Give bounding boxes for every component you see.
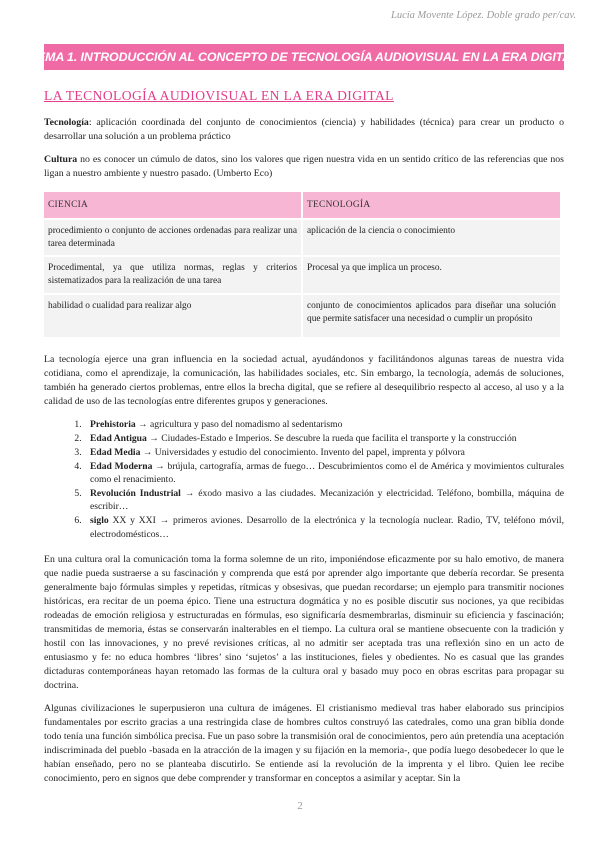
definition-cultura: [44, 153, 564, 181]
history-text: → Ciudades-Estado e Imperios. Se descubre la rueda que facilita el transporte y la construcción: [146, 432, 517, 444]
history-text: → éxodo masivo a las ciudades. Mecanización y electricidad. Teléfono, bombilla, máquina de escribir…: [90, 488, 565, 513]
definition-text: : aplicación coordinada del conjunto de conocimientos (ciencia) y habilidades (técnica) para crear un producto o desarrollar una solución a un problema práctico: [44, 117, 564, 142]
definition-text: no es conocer un cúmulo de datos, sino los valores que rigen nuestra vida en un sentido crítico de las referencias que nos ligan a nuestro ambiente y nuestro pasado. (Umberto Eco): [44, 154, 564, 179]
intro-paragraph: La tecnología ejerce una gran influencia en la sociedad actual, ayudándonos y facilitándonos algunas tareas de nuestra vida cotidiana, como el aprendizaje, la comunicación, las habilidades sociales, etc. Sin embargo, la tecnología, además de soluciones, también ha generado ciertos problemas, entre ellos la brecha digital, que se refiere al desequilibrio respecto al acceso, al uso y a la calidad de uso de las tecnologías entre diferentes grupos y generaciones.: [44, 354, 564, 407]
table-header-row: [44, 192, 560, 218]
chapter-title: TEMA 1. INTRODUCCIÓN AL CONCEPTO DE TECNOLOGÍA AUDIOVISUAL EN LA ERA DIGITAL: [29, 50, 579, 64]
page-number: 2: [297, 800, 303, 812]
history-term: siglo: [90, 515, 109, 527]
table-cell: aplicación de la ciencia o conocimiento: [303, 220, 560, 255]
table-row: [44, 257, 560, 293]
list-item: [84, 446, 564, 459]
table-cell: procedimiento o conjunto de acciones ordenadas para realizar una tarea determinada: [44, 220, 301, 255]
table-cell: conjunto de conocimientos aplicados para diseñar una solución que permite satisfacer una necesidad o cumplir un propósito: [303, 295, 560, 337]
table-header-ciencia: CIENCIA: [44, 192, 301, 218]
list-item: [84, 460, 564, 487]
page-content: [44, 88, 564, 795]
section-title: LA TECNOLOGÍA AUDIOVISUAL EN LA ERA DIGITAL: [44, 88, 394, 103]
history-term: Edad Antigua: [90, 432, 147, 444]
table-row: [44, 220, 560, 255]
list-item: [84, 514, 564, 541]
history-text: → agricultura y paso del nomadismo al sedentarismo: [135, 419, 343, 430]
image-culture-paragraph: Algunas civilizaciones le superpusieron una cultura de imágenes. El cristianismo medieval tras haber elaborado sus principios fundamentales por escrito gracias a una restringida clase de hombres cultos construyó las catedrales, como una gran biblia donde todo tenía una función simbólica precisa. Fue un paso sobre la transmisión oral de conocimientos, pero aún pretendía una aceptación indiscriminada del pueblo -basada en la atracción de la imagen y su fijación en la memoria-, que podía luego desobedecer lo que le habían enseñado, pero no se planteaba discutirlo. Se entiende así la revolución de la imprenta y el libro. Quien lee recibe conocimiento, pero en signos que debe comprender y transformar en conceptos a asimilar y aceptar. Sin la: [44, 703, 564, 785]
ciencia-tecnologia-table: [42, 190, 562, 339]
history-term: Prehistoria: [90, 419, 136, 430]
history-text: → Universidades y estudio del conocimiento. Invento del papel, imprenta y pólvora: [140, 446, 465, 458]
history-term: Edad Moderna: [90, 460, 153, 472]
list-item: [84, 418, 564, 431]
table-header-tecnologia: TECNOLOGÍA: [303, 192, 560, 218]
definition-term: Tecnología: [44, 117, 89, 128]
table-cell: habilidad o cualidad para realizar algo: [44, 295, 301, 337]
definition-tecnologia: [44, 116, 564, 144]
chapter-banner: [29, 44, 579, 70]
history-term: Edad Media: [90, 446, 141, 458]
history-list: [44, 418, 564, 541]
history-text: → brújula, cartografía, armas de fuego… Descubrimientos como el de América y movimientos culturales como el renacimiento.: [90, 460, 565, 486]
history-text: XX y XXI → primeros aviones. Desarrollo de la electrónica y la tecnología nuclear. Radio, TV, teléfono móvil, electrodomésticos…: [90, 515, 564, 540]
list-item: [84, 432, 564, 445]
table-cell: Procesal ya que implica un proceso.: [303, 257, 560, 293]
history-term: Revolución Industrial: [90, 488, 181, 500]
table-cell: Procedimental, ya que utiliza normas, reglas y criterios sistematizados para la realización de una tarea: [44, 257, 301, 293]
header-author-note: Lucía Movente López. Doble grado per/cav.: [391, 10, 576, 21]
definition-term: Cultura: [44, 154, 78, 165]
list-item: [84, 487, 564, 514]
oral-culture-paragraph: En una cultura oral la comunicación toma la forma solemne de un rito, imponiéndose eficazmente por su halo emotivo, de manera que nadie pueda sustraerse a su fascinación y comprenda que está por aprender algo importante que debería recordar. Se presenta generalmente bajo fórmulas simples y repetidas, rítmicas y obsesivas, que puedan recordarse; un ejemplo para transmitir nociones históricas, era recitar de un poema épico. Tiene una estructura dogmática y no es posible discutir sus nociones, ya que recibidas rodeadas de emoción religiosa y estructuradas en fórmulas, eso significaría desmembrarlas, disminuir su eficiencia y fascinación; transmitidas de memoria, éstas se conservarán inalterables en el tiempo. La cultura oral se mantiene obsecuente con la tradición y hostil con las innovaciones, y no prevé revisiones críticas, al no admitir ser aceptada tras una reflexión sino en un acto de entusiasmo y fe: no educa hombres ‘libres’ sino ‘sujetos’ a las instituciones, fieles y obedientes. No es casual que las grandes dictaduras contemporáneas hayan retomado las formas de la cultura oral y basado muy poco en obras escritas para propagar su doctrina.: [44, 554, 564, 692]
table-row: [44, 295, 560, 337]
